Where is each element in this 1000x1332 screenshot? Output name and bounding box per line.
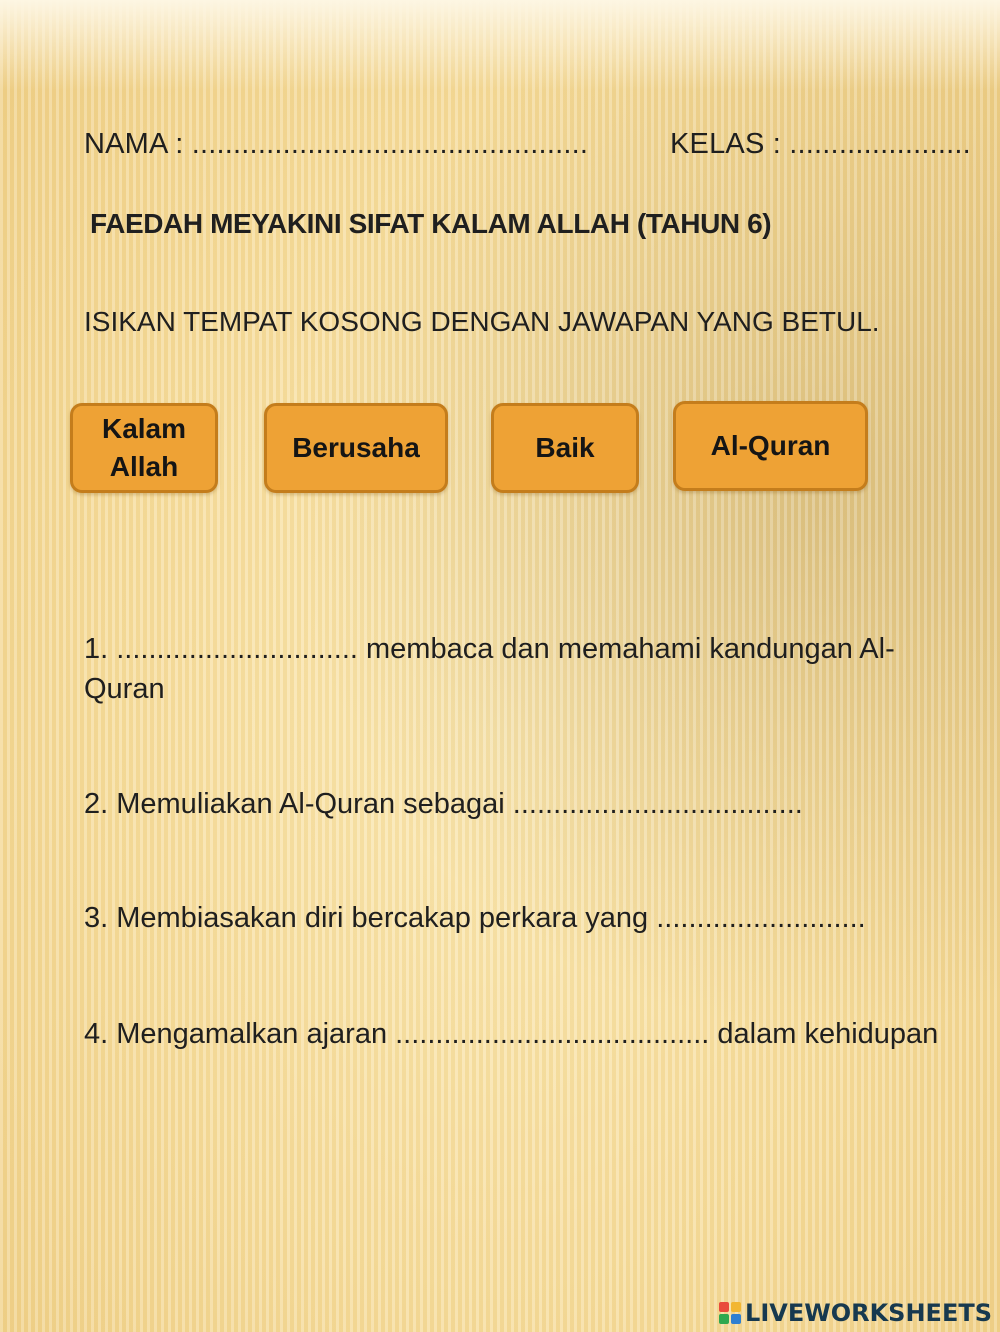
liveworksheets-logo-icon xyxy=(719,1302,741,1324)
logo-square-yellow xyxy=(731,1302,741,1312)
class-field-label: KELAS : ...................... xyxy=(670,128,971,160)
logo-square-red xyxy=(719,1302,729,1312)
choice-chip-baik[interactable] xyxy=(491,403,639,493)
choice-chip-kalam-allah[interactable] xyxy=(70,403,218,493)
choice-chip-berusaha[interactable] xyxy=(264,403,448,493)
choice-chip-label: Baik xyxy=(535,432,595,464)
question-3: 3. Membiasakan diri bercakap perkara yang .......................... xyxy=(84,902,866,934)
question-2: 2. Memuliakan Al-Quran sebagai .................................... xyxy=(84,788,803,820)
choice-chip-al-quran[interactable] xyxy=(673,401,868,491)
logo-square-blue xyxy=(731,1314,741,1324)
student-info-row xyxy=(84,128,974,168)
background-fade xyxy=(0,0,1000,90)
worksheet-title: FAEDAH MEYAKINI SIFAT KALAM ALLAH (TAHUN 6) xyxy=(90,208,772,239)
choice-chip-label: Al-Quran xyxy=(710,430,831,462)
choice-chip-line2: Allah xyxy=(109,451,179,482)
choice-chip-label: Berusaha xyxy=(292,432,420,464)
instruction-text: ISIKAN TEMPAT KOSONG DENGAN JAWAPAN YANG BETUL. xyxy=(84,306,880,337)
logo-square-green xyxy=(719,1314,729,1324)
question-1: 1. .............................. membaca dan memahami kandungan Al-Quran xyxy=(84,633,895,705)
name-field-label: NAMA : ................................................ xyxy=(84,128,589,160)
choice-chip-line1: Kalam xyxy=(101,413,187,445)
liveworksheets-logo xyxy=(719,1295,992,1331)
question-4: 4. Mengamalkan ajaran ....................................... dalam kehidupan xyxy=(84,1018,939,1050)
liveworksheets-logo-text: LIVEWORKSHEETS xyxy=(745,1299,992,1327)
